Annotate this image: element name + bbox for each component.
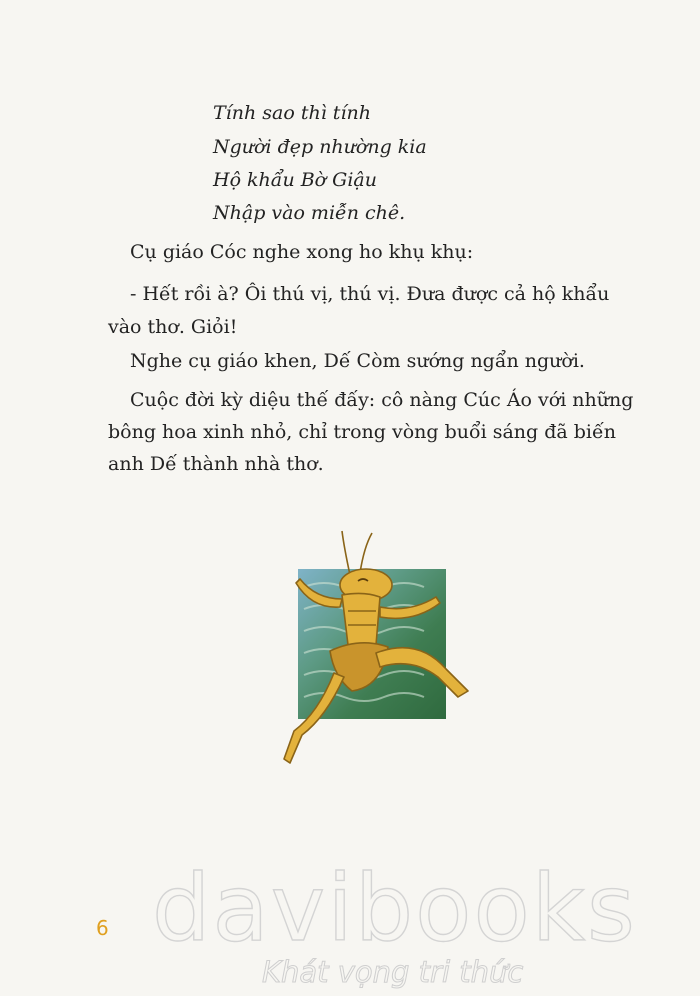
paragraph-3: Nghe cụ giáo khen, Dế Còm sướng ngẩn người. [130,350,585,372]
cricket-illustration [268,527,500,783]
paragraph-2-line-1: - Hết rồi à? Ôi thú vị, thú vị. Đưa được cả hộ khẩu [130,283,610,305]
poem-line-4: Nhập vào miễn chê. [213,202,406,224]
paragraph-1: Cụ giáo Cóc nghe xong ho khụ khụ: [130,241,474,263]
paragraph-4-line-1: Cuộc đời kỳ diệu thế đấy: cô nàng Cúc Áo với những [130,389,634,411]
poem-line-2: Người đẹp nhường kia [213,136,427,158]
watermark-tagline: Khát vọng tri thức [262,955,524,989]
poem-line-1: Tính sao thì tính [213,102,371,124]
poem-line-3: Hộ khẩu Bờ Giậu [213,169,377,191]
paragraph-4-line-2: bông hoa xinh nhỏ, chỉ trong vòng buổi sáng đã biến [108,421,616,443]
page-number: 6 [96,916,109,940]
paragraph-4-line-3: anh Dế thành nhà thơ. [108,453,324,475]
paragraph-2-line-2: vào thơ. Giỏi! [108,316,238,338]
watermark-brand: davibooks [152,855,637,962]
